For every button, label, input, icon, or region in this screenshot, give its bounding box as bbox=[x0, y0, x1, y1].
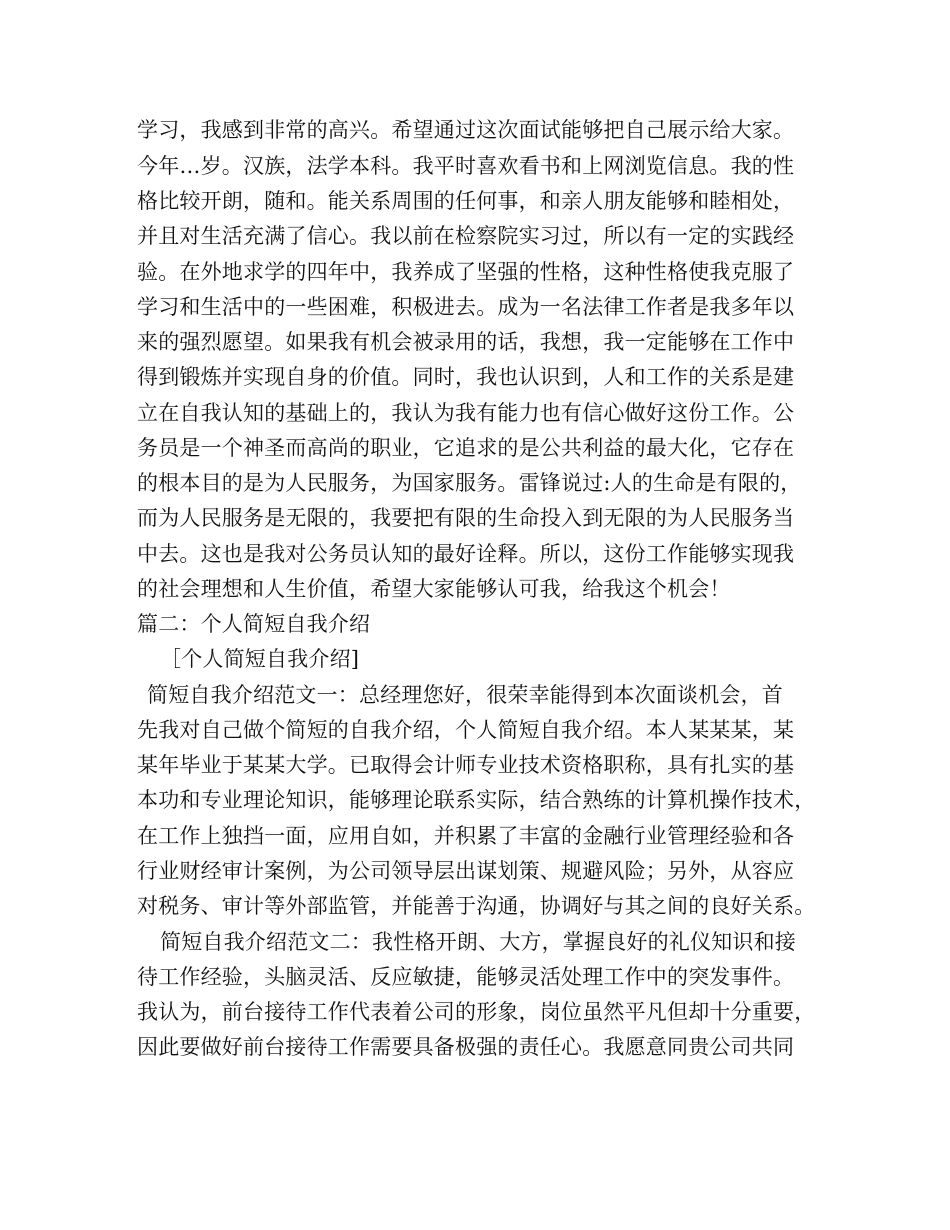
text-line: 的社会理想和人生价值，希望大家能够认可我，给我这个机会！ bbox=[137, 577, 731, 601]
text-line: 今年…岁。汉族，法学本科。我平时喜欢看书和上网浏览信息。我的性 bbox=[137, 154, 795, 178]
text-line: 某年毕业于某某大学。已取得会计师专业技术资格职称，具有扎实的基 bbox=[137, 753, 795, 777]
text-line: 并且对生活充满了信心。我以前在检察院实习过，所以有一定的实践经 bbox=[137, 224, 795, 248]
text-line: 务员是一个神圣而高尚的职业，它追求的是公共利益的最大化，它存在 bbox=[137, 436, 795, 460]
text-line: 而为人民服务是无限的，我要把有限的生命投入到无限的为人民服务当 bbox=[137, 506, 795, 530]
text-line: 验。在外地求学的四年中，我养成了坚强的性格，这种性格使我克服了 bbox=[137, 260, 795, 284]
section-subheading: ［个人简短自我介绍] bbox=[160, 647, 360, 671]
text-line: 来的强烈愿望。如果我有机会被录用的话，我想，我一定能够在工作中 bbox=[137, 330, 795, 354]
text-line: 对税务、审计等外部监管，并能善于沟通，协调好与其之间的良好关系。 bbox=[137, 894, 816, 918]
text-line: 的根本目的是为人民服务，为国家服务。雷锋说过:人的生命是有限的， bbox=[137, 471, 802, 495]
text-line: 学习，我感到非常的高兴。希望通过这次面试能够把自己展示给大家。 bbox=[137, 118, 795, 142]
section-heading: 篇二：个人简短自我介绍 bbox=[137, 612, 371, 636]
text-line: 在工作上独挡一面，应用自如，并积累了丰富的金融行业管理经验和各 bbox=[137, 824, 795, 848]
text-line: 得到锻炼并实现自身的价值。同时，我也认识到，人和工作的关系是建 bbox=[137, 365, 795, 389]
text-line: 立在自我认知的基础上的，我认为我有能力也有信心做好这份工作。公 bbox=[137, 401, 795, 425]
text-line: 待工作经验，头脑灵活、反应敏捷，能够灵活处理工作中的突发事件。 bbox=[137, 965, 795, 989]
text-line: 我认为，前台接待工作代表着公司的形象，岗位虽然平凡但却十分重要， bbox=[137, 1000, 816, 1024]
text-line: 格比较开朗，随和。能关系周围的任何事，和亲人朋友能够和睦相处， bbox=[137, 189, 795, 213]
text-line: 学习和生活中的一些困难，积极进去。成为一名法律工作者是我多年以 bbox=[137, 295, 795, 319]
text-line: 中去。这也是我对公务员认知的最好诠释。所以，这份工作能够实现我 bbox=[137, 542, 795, 566]
text-line: 简短自我介绍范文一：总经理您好，很荣幸能得到本次面谈机会，首 bbox=[147, 683, 783, 707]
text-line: 先我对自己做个简短的自我介绍，个人简短自我介绍。本人某某某，某 bbox=[137, 718, 795, 742]
text-line: 简短自我介绍范文二：我性格开朗、大方，掌握良好的礼仪知识和接 bbox=[160, 930, 796, 954]
text-line: 行业财经审计案例，为公司领导层出谋划策、规避风险；另外，从容应 bbox=[137, 859, 795, 883]
text-line: 本功和专业理论知识，能够理论联系实际，结合熟练的计算机操作技术， bbox=[137, 788, 816, 812]
text-line: 因此要做好前台接待工作需要具备极强的责任心。我愿意同贵公司共同 bbox=[137, 1035, 795, 1059]
